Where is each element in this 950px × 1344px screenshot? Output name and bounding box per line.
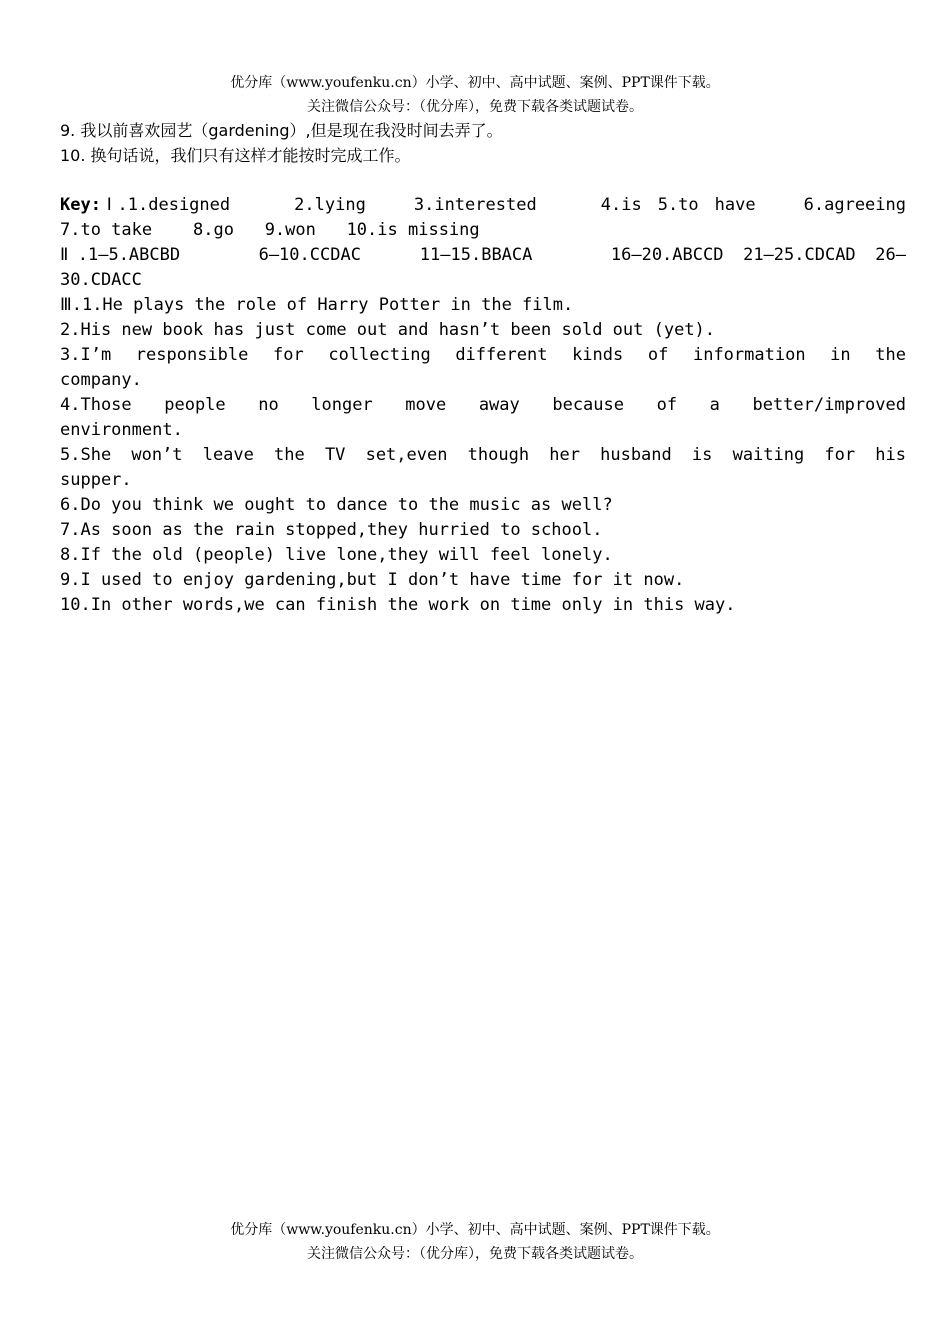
answer-4-line-1: 4.Those people no longer move away because of a better/improved	[60, 395, 906, 415]
key-section-1-line-1	[60, 193, 906, 218]
header-line-1: 优分库（www.youfenku.cn）小学、初中、高中试题、案例、PPT课件下载。	[230, 75, 720, 91]
answer-3-line-2: company.	[60, 370, 142, 390]
answer-6: 6.Do you think we ought to dance to the music as well?	[60, 495, 613, 515]
answer-7: 7.As soon as the rain stopped,they hurried to school.	[60, 520, 603, 540]
key-section-3-answer-1: Ⅲ.1.He plays the role of Harry Potter in the film.	[60, 295, 574, 315]
key-section-1-text: Ⅰ.1.designed 2.lying 3.interested 4.is 5.to have 6.agreeing	[100, 195, 906, 215]
key-label: Key:	[60, 195, 101, 215]
question-9: 9. 我以前喜欢园艺（gardening）,但是现在我没时间去弄了。	[60, 121, 503, 140]
answer-5-line-2: supper.	[60, 470, 132, 490]
page-header	[0, 71, 950, 119]
key-section-1-line-2: 7.to take 8.go 9.won 10.is missing	[60, 220, 480, 240]
answer-9: 9.I used to enjoy gardening,but I don’t have time for it now.	[60, 570, 685, 590]
key-section-2-line-1: Ⅱ.1—5.ABCBD 6—10.CCDAC 11—15.BBACA 16—20.ABCCD 21—25.CDCAD 26—	[60, 245, 906, 265]
footer-line-1: 优分库（www.youfenku.cn）小学、初中、高中试题、案例、PPT课件下载。	[230, 1222, 720, 1238]
footer-line-2: 关注微信公众号：（优分库），免费下载各类试题试卷。	[307, 1246, 643, 1262]
answer-4-line-2: environment.	[60, 420, 183, 440]
answer-10: 10.In other words,we can finish the work on time only in this way.	[60, 595, 736, 615]
answer-3-line-1: 3.I’m responsible for collecting different kinds of information in the	[60, 345, 906, 365]
key-section-2-line-2: 30.CDACC	[60, 270, 142, 290]
page-footer	[0, 1218, 950, 1266]
header-line-2: 关注微信公众号：（优分库），免费下载各类试题试卷。	[307, 99, 643, 115]
document-body	[60, 118, 906, 618]
answer-5-line-1: 5.She won’t leave the TV set,even though her husband is waiting for his	[60, 445, 906, 465]
question-10: 10. 换句话说，我们只有这样才能按时完成工作。	[60, 146, 411, 165]
answer-8: 8.If the old (people) live lone,they will feel lonely.	[60, 545, 613, 565]
answer-2: 2.His new book has just come out and hasn’t been sold out (yet).	[60, 320, 716, 340]
spacer	[60, 168, 906, 193]
